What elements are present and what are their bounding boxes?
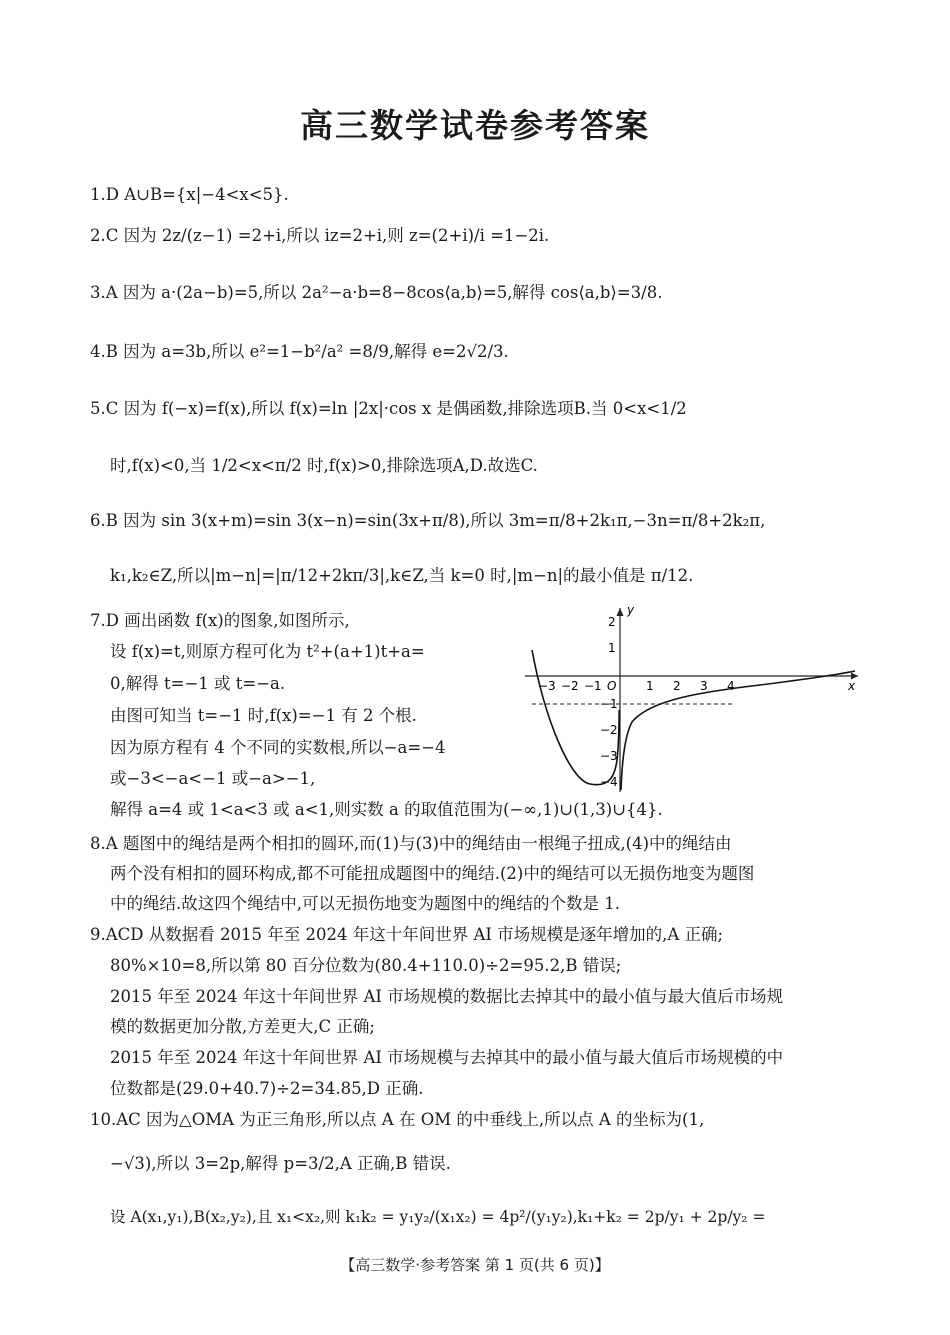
answer-2: 2.C 因为 2z/(z−1) =2+i,所以 iz=2+i,则 z=(2+i)/i =1−2i. bbox=[90, 226, 550, 245]
x-tick-neg3: −3 bbox=[538, 679, 556, 693]
answer-7-line7: 解得 a=4 或 1<a<3 或 a<1,则实数 a 的取值范围为(−∞,1)∪(1,3)∪{4}. bbox=[110, 800, 663, 819]
answer-9-line3: 2015 年至 2024 年这十年间世界 AI 市场规模的数据比去掉其中的最小值与最大值后市场规 bbox=[110, 987, 784, 1006]
answer-7-line1: 7.D 画出函数 f(x)的图象,如图所示, bbox=[90, 611, 350, 630]
answer-6-line2: k₁,k₂∈Z,所以|m−n|=|π/12+2kπ/3|,k∈Z,当 k=0 时,|m−n|的最小值是 π/12. bbox=[110, 566, 694, 585]
answer-9-line1: 9.ACD 从数据看 2015 年至 2024 年这十年间世界 AI 市场规模是逐年增加的,A 正确; bbox=[90, 925, 724, 944]
answer-1: 1.D A∪B={x|−4<x<5}. bbox=[90, 185, 289, 204]
answer-6-line1: 6.B 因为 sin 3(x+m)=sin 3(x−n)=sin(3x+π/8),所以 3m=π/8+2k₁π,−3n=π/8+2k₂π, bbox=[90, 511, 766, 530]
answer-5-line1: 5.C 因为 f(−x)=f(x),所以 f(x)=ln |2x|·cos x 是偶函数,排除选项B.当 0<x<1/2 bbox=[90, 399, 687, 418]
answer-8-line1: 8.A 题图中的绳结是两个相扣的圆环,而(1)与(3)中的绳结由一根绳子扭成,(4)中的绳结由 bbox=[90, 834, 732, 853]
x-tick-neg2: −2 bbox=[561, 679, 579, 693]
x-axis-label: x bbox=[848, 679, 856, 693]
answer-7-line4: 由图可知当 t=−1 时,f(x)=−1 有 2 个根. bbox=[110, 706, 417, 725]
answer-10-line3: 设 A(x₁,y₁),B(x₂,y₂),且 x₁<x₂,则 k₁k₂ = y₁y₂/(x₁x₂) = 4p²/(y₁y₂),k₁+k₂ = 2p/y₁ + 2p/y₂ = bbox=[110, 1208, 766, 1226]
answer-9-line4: 模的数据更加分散,方差更大,C 正确; bbox=[110, 1017, 375, 1036]
y-tick-neg1: −1 bbox=[600, 697, 618, 711]
answer-4: 4.B 因为 a=3b,所以 e²=1−b²/a² =8/9,解得 e=2√2/3. bbox=[90, 342, 509, 361]
function-graph bbox=[523, 604, 863, 800]
answer-8-line3: 中的绳结.故这四个绳结中,可以无损伤地变为题图中的绳结的个数是 1. bbox=[110, 894, 620, 913]
y-tick-2: 2 bbox=[608, 615, 616, 629]
curve-right bbox=[621, 671, 855, 790]
page-title: 高三数学试卷参考答案 bbox=[300, 106, 650, 145]
x-tick-4: 4 bbox=[727, 679, 735, 693]
origin-label: O bbox=[607, 679, 617, 693]
x-tick-neg1: −1 bbox=[584, 679, 602, 693]
y-axis-arrow bbox=[617, 608, 624, 616]
answer-10-line1: 10.AC 因为△OMA 为正三角形,所以点 A 在 OM 的中垂线上,所以点 A 的坐标为(1, bbox=[90, 1110, 705, 1129]
x-tick-2: 2 bbox=[673, 679, 681, 693]
answer-7-line2: 设 f(x)=t,则原方程可化为 t²+(a+1)t+a= bbox=[110, 642, 425, 661]
answer-7-line3: 0,解得 t=−1 或 t=−a. bbox=[110, 674, 286, 693]
y-tick-neg3: −3 bbox=[600, 749, 618, 763]
x-tick-3: 3 bbox=[700, 679, 708, 693]
answer-7-line5: 因为原方程有 4 个不同的实数根,所以−a=−4 bbox=[110, 738, 446, 757]
answer-10-line2: −√3),所以 3=2p,解得 p=3/2,A 正确,B 错误. bbox=[110, 1154, 451, 1173]
y-tick-1: 1 bbox=[608, 641, 616, 655]
answer-9-line5: 2015 年至 2024 年这十年间世界 AI 市场规模与去掉其中的最小值与最大值后市场规模的中 bbox=[110, 1048, 784, 1067]
curve-left bbox=[532, 650, 619, 785]
answer-9-line6: 位数都是(29.0+40.7)÷2=34.85,D 正确. bbox=[110, 1079, 424, 1098]
y-axis-label: y bbox=[627, 604, 635, 617]
answer-8-line2: 两个没有相扣的圆环构成,都不可能扭成题图中的绳结.(2)中的绳结可以无损伤地变为题图 bbox=[110, 864, 755, 883]
y-tick-neg4: −4 bbox=[600, 775, 618, 789]
x-tick-1: 1 bbox=[646, 679, 654, 693]
answer-3: 3.A 因为 a·(2a−b)=5,所以 2a²−a·b=8−8cos⟨a,b⟩=5,解得 cos⟨a,b⟩=3/8. bbox=[90, 283, 663, 302]
page-footer: 【高三数学·参考答案 第 1 页(共 6 页)】 bbox=[340, 1256, 610, 1274]
y-tick-neg2: −2 bbox=[600, 723, 618, 737]
answer-9-line2: 80%×10=8,所以第 80 百分位数为(80.4+110.0)÷2=95.2,B 错误; bbox=[110, 956, 622, 975]
answer-7-line6: 或−3<−a<−1 或−a>−1, bbox=[110, 769, 316, 788]
answer-5-line2: 时,f(x)<0,当 1/2<x<π/2 时,f(x)>0,排除选项A,D.故选C. bbox=[110, 456, 538, 475]
